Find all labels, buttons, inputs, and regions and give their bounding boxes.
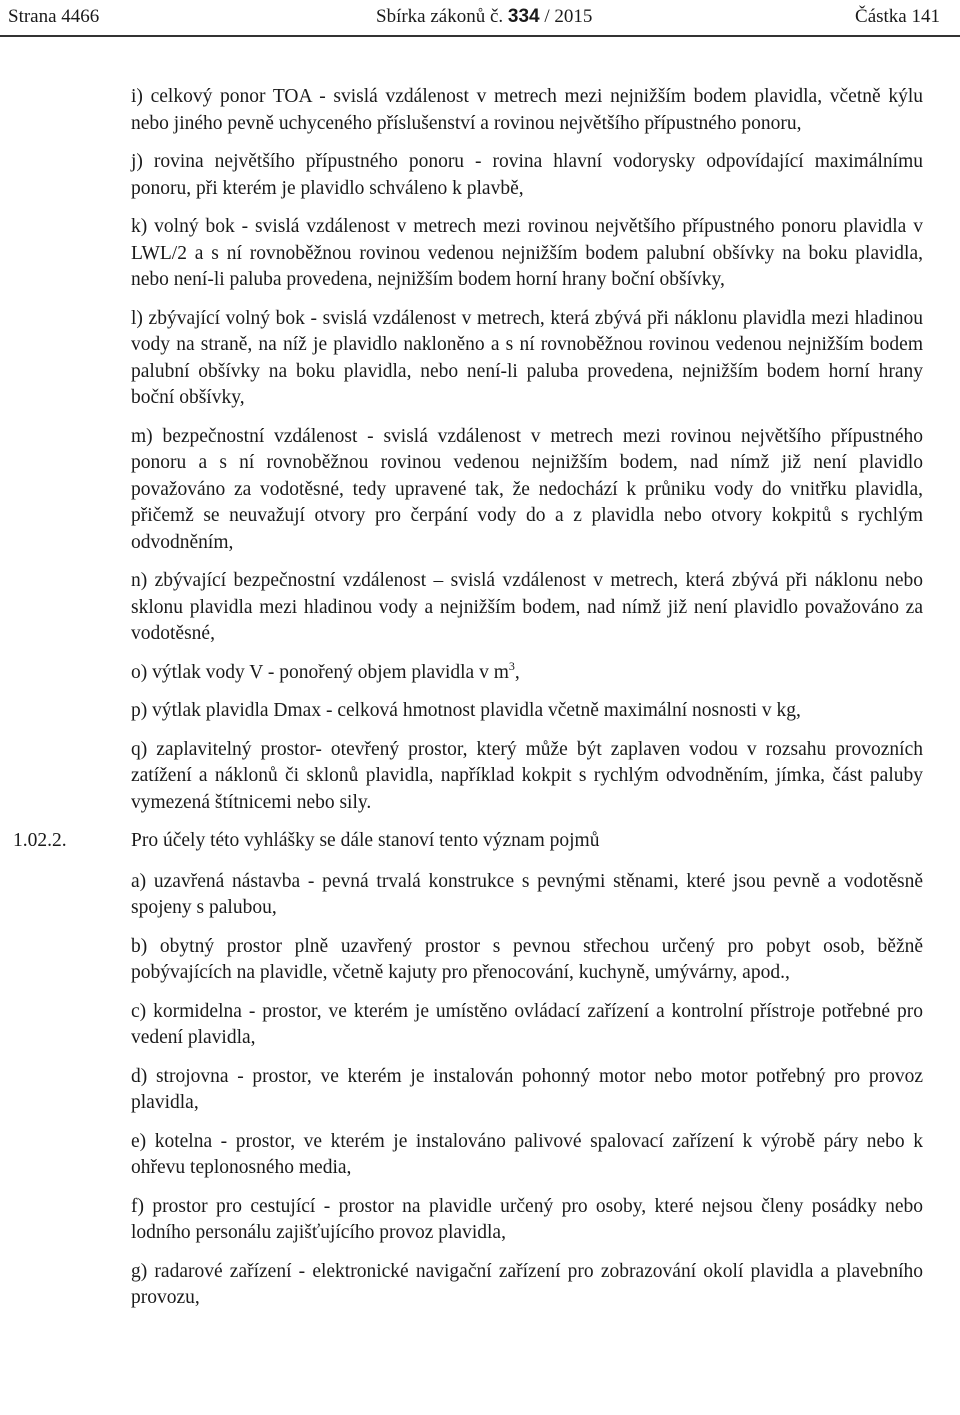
item-text: výtlak vody V - ponořený objem plavidla v m — [152, 661, 509, 683]
item-label: n) — [131, 570, 148, 591]
definition-item-f — [131, 1194, 923, 1247]
superscript: 3 — [508, 658, 515, 673]
item-text: rovina největšího přípustného ponoru - rovina hlavní vodorysky odpovídající maximálnímu ponoru, při kterém je plavidlo schváleno k plavbě, — [131, 151, 924, 199]
item-label: c) — [131, 1000, 147, 1022]
definition-item-q — [131, 737, 923, 817]
document-body — [13, 84, 924, 1324]
definition-item-p — [131, 698, 923, 725]
part-number: Částka 141 — [855, 6, 940, 27]
definition-item-g — [131, 1259, 923, 1312]
item-text: radarové zařízení - elektronické navigační zařízení pro zobrazování okolí plavidla a plavebního provozu, — [131, 1260, 923, 1308]
definition-item-k — [131, 214, 923, 294]
definition-item-a — [131, 869, 923, 922]
item-label: e) — [131, 1130, 147, 1152]
item-text: prostor pro cestující - prostor na plavidle určený pro osoby, které nejsou členy posádky nebo lodního personálu zajišťujícího provoz plavidla, — [131, 1195, 924, 1243]
section-heading — [13, 828, 923, 855]
item-text: kormidelna - prostor, ve kterém je umístěno ovládací zařízení a kontrolní přístroje potřebné pro vedení plavidla, — [131, 1000, 924, 1048]
item-label: o) — [131, 661, 148, 683]
item-label: g) — [131, 1260, 148, 1282]
item-text: zaplavitelný prostor- otevřený prostor, který může být zaplaven vodou v rozsahu provozních zatížení a náklonů či sklonů plavidla, například kokpit s rychlým odvodněním, jímka, část paluby vymezená štítnicemi nebo sily. — [131, 738, 923, 813]
item-text: volný bok - svislá vzdálenost v metrech mezi rovinou největšího přípustného ponoru plavidla v LWL/2 a s ní rovnoběžnou rovinou vedenou nejnižším bodem palubní obšívky na boku plavidla, nebo není-li paluba provedena, nejnižším bodem horní hrany boční obšívky, — [131, 216, 923, 290]
item-label: m) — [131, 425, 153, 447]
item-label: j) — [131, 151, 143, 172]
section-number: 1.02.2. — [13, 830, 67, 851]
item-text: zbývající bezpečnostní vzdálenost – svislá vzdálenost v metrech, která zbývá při náklonu nebo sklonu plavidla mezi hladinou vody a nejnižším bodem, nad nímž již není plavidlo považováno za vodotěsné, — [131, 570, 923, 644]
definition-item-d — [131, 1064, 923, 1117]
item-label: q) — [131, 738, 148, 760]
item-label: p) — [131, 700, 148, 721]
definition-item-m — [131, 424, 923, 557]
item-label: d) — [131, 1065, 148, 1087]
collection-prefix: Sbírka zákonů č. — [376, 6, 504, 27]
definition-item-e — [131, 1129, 923, 1182]
item-text: zbývající volný bok - svislá vzdálenost v metrech, která zbývá při náklonu plavidla mezi hladinou vody na straně, na níž je plavidlo nakloněno a s ní rovnoběžnou rovinou vedenou nejnižším bodem palubní obšívky na boku plavidla, nebo není-li paluba provedena, nejnižším bodem horní hrany boční obšívky, — [131, 307, 924, 408]
definition-item-b — [131, 934, 923, 987]
page-header — [0, 0, 960, 34]
item-text: kotelna - prostor, ve kterém je instalováno palivové spalovací zařízení k výrobě páry nebo k ohřevu teplonosného media, — [131, 1130, 923, 1178]
collection-title — [376, 6, 592, 28]
page-number: Strana 4466 — [8, 6, 100, 27]
item-text: výtlak plavidla Dmax - celková hmotnost plavidla včetně maximální nosnosti v kg, — [152, 700, 801, 721]
item-label: b) — [131, 935, 148, 957]
definition-item-n — [131, 568, 923, 648]
collection-year: / 2015 — [544, 6, 593, 27]
definition-item-o — [131, 660, 923, 687]
header-divider — [0, 35, 960, 37]
item-text: celkový ponor TOA - svislá vzdálenost v metrech mezi nejnižším bodem plavidla, včetně kýlu nebo jiného pevně uchyceného příslušenství a rovinou největšího přípustného ponoru, — [131, 86, 924, 134]
definition-item-c — [131, 999, 923, 1052]
item-text: obytný prostor plně uzavřený prostor s pevnou střechou určený pro pobyt osob, běžně pobývajících na plavidle, včetně kajuty pro přenocování, kuchyně, umývárny, apod., — [131, 935, 924, 983]
item-text: bezpečnostní vzdálenost - svislá vzdálenost v metrech mezi rovinou největšího přípustného ponoru a s ní rovnoběžnou rovinou vedenou nejnižším bodem, nad nímž již není plavidlo považováno za vodotěsné, tedy upravené tak, že nedochází k průniku vody do vnitřku plavidla, přičemž se neuvažují otvory pro čerpání vody do a z plavidla nebo otvory kokpitů s rychlým odvodněním, — [131, 425, 924, 553]
item-label: l) — [131, 307, 143, 329]
definition-item-j — [131, 149, 923, 202]
item-label: a) — [131, 870, 147, 892]
collection-number: 334 — [507, 6, 540, 27]
section-text: Pro účely této vyhlášky se dále stanoví tento význam pojmů — [131, 830, 600, 851]
item-label: k) — [131, 216, 148, 237]
item-label: f) — [131, 1195, 144, 1217]
item-label: i) — [131, 86, 143, 107]
item-text: uzavřená nástavba - pevná trvalá konstrukce s pevnými stěnami, které jsou pevně a vodotěsně spojeny s palubou, — [131, 870, 923, 918]
item-text: strojovna - prostor, ve kterém je instalován pohonný motor nebo motor potřebný pro provoz plavidla, — [131, 1065, 923, 1113]
definition-item-i — [131, 84, 923, 137]
item-tail: , — [514, 661, 520, 683]
definition-item-l — [131, 306, 923, 412]
